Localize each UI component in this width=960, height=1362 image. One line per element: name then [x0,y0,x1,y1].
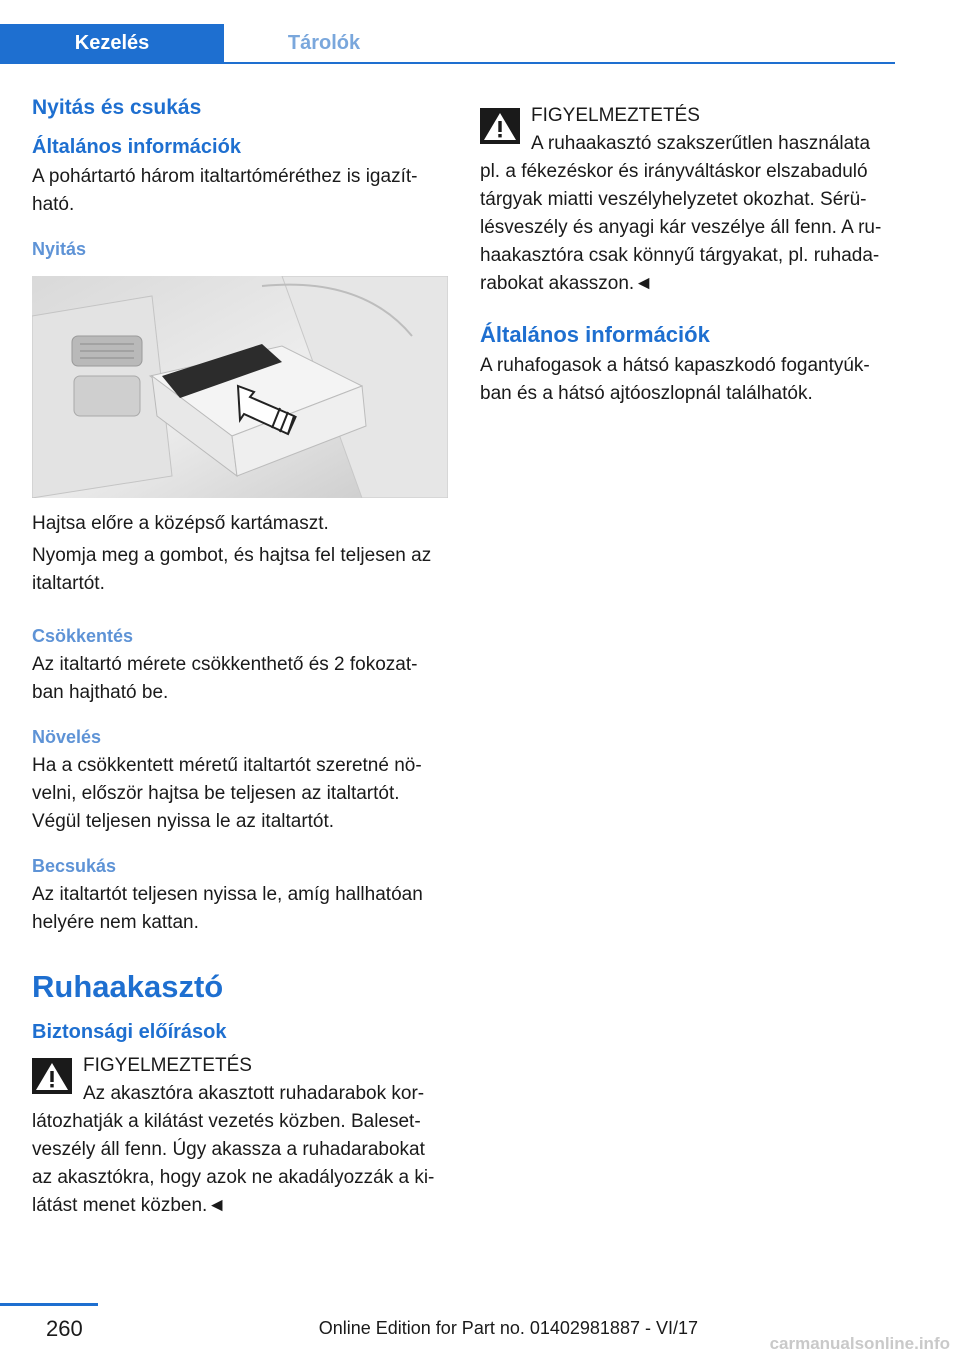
header-divider [0,62,895,64]
warning-text: pl. a fékezéskor és irányváltáskor elszabaduló tárgyak miatti veszélyhelyzetet okozhat. Sérü-lésveszély és anyagi kár veszélye áll fenn. A ru-haakasztóra csak könnyű tárgyakat, pl. ruhada-rabokat akasszon.◄ [480,161,882,294]
tab-tarolok[interactable]: Tárolók [287,31,361,54]
warning-block-left [32,1052,448,1220]
coat-hook-title: Ruhaakasztó [32,969,224,1004]
tab-kezeles[interactable]: Kezelés [0,24,224,62]
edition-text: Online Edition for Part no. 01402981887 - VI/17 [318,1318,698,1338]
warning-first-line: A ruhaakasztó szakszerűtlen használata [531,133,871,154]
safety-heading: Biztonsági előírások [32,1021,227,1043]
general-info-heading: Általános információk [32,136,241,158]
general-info-text-right: A ruhafogasok a hátsó kapaszkodó fogantyúk-ban és a hátsó ajtóoszlopnál találhatók. [480,355,870,404]
reduce-heading: Csökkentés [32,626,134,646]
warning-triangle-icon [32,1058,72,1094]
general-info-text: A pohártartó három italtartóméréthez is igazít-ható. [32,166,418,215]
warning-label: FIGYELMEZTETÉS [83,1055,252,1076]
close-text: Az italtartót teljesen nyissa le, amíg hallhatóan helyére nem kattan. [32,884,423,933]
footer-divider [0,1303,98,1306]
left-column [32,96,448,1220]
reduce-text: Az italtartó mérete csökkenthető és 2 fokozat-ban hajtható be. [32,654,418,703]
warning-text: látozhatják a kilátást vezetés közben. Baleset-veszély áll fenn. Úgy akassza a ruhadarabokat az akasztókra, hogy azok ne akadályozzák a ki-látást menet közben.◄ [32,1111,435,1216]
page-header [0,0,960,64]
open-heading: Nyitás [32,239,87,259]
general-info-heading-right: Általános információk [480,322,710,347]
enlarge-heading: Növelés [32,727,102,747]
warning-label: FIGYELMEZTETÉS [531,105,700,126]
warning-triangle-icon [480,108,520,144]
cupholder-armrest-illustration [32,276,448,498]
watermark: carmanualsonline.info [769,1334,950,1353]
section-title-open-close: Nyitás és csukás [32,96,202,119]
warning-block-right [480,102,896,298]
enlarge-text: Ha a csökkentett méretű italtartót szeretné nö-velni, először hajtsa be teljesen az italtartót. Végül teljesen nyissa le az italtartót. [32,755,422,832]
right-column [480,102,896,408]
open-step-1: Hajtsa előre a középső kartámaszt. [32,513,329,534]
page-number: 260 [46,1316,83,1341]
warning-first-line: Az akasztóra akasztott ruhadarabok kor- [83,1083,425,1104]
close-heading: Becsukás [32,856,117,876]
open-step-2: Nyomja meg a gombot, és hajtsa fel teljesen az italtartót. [32,545,432,594]
